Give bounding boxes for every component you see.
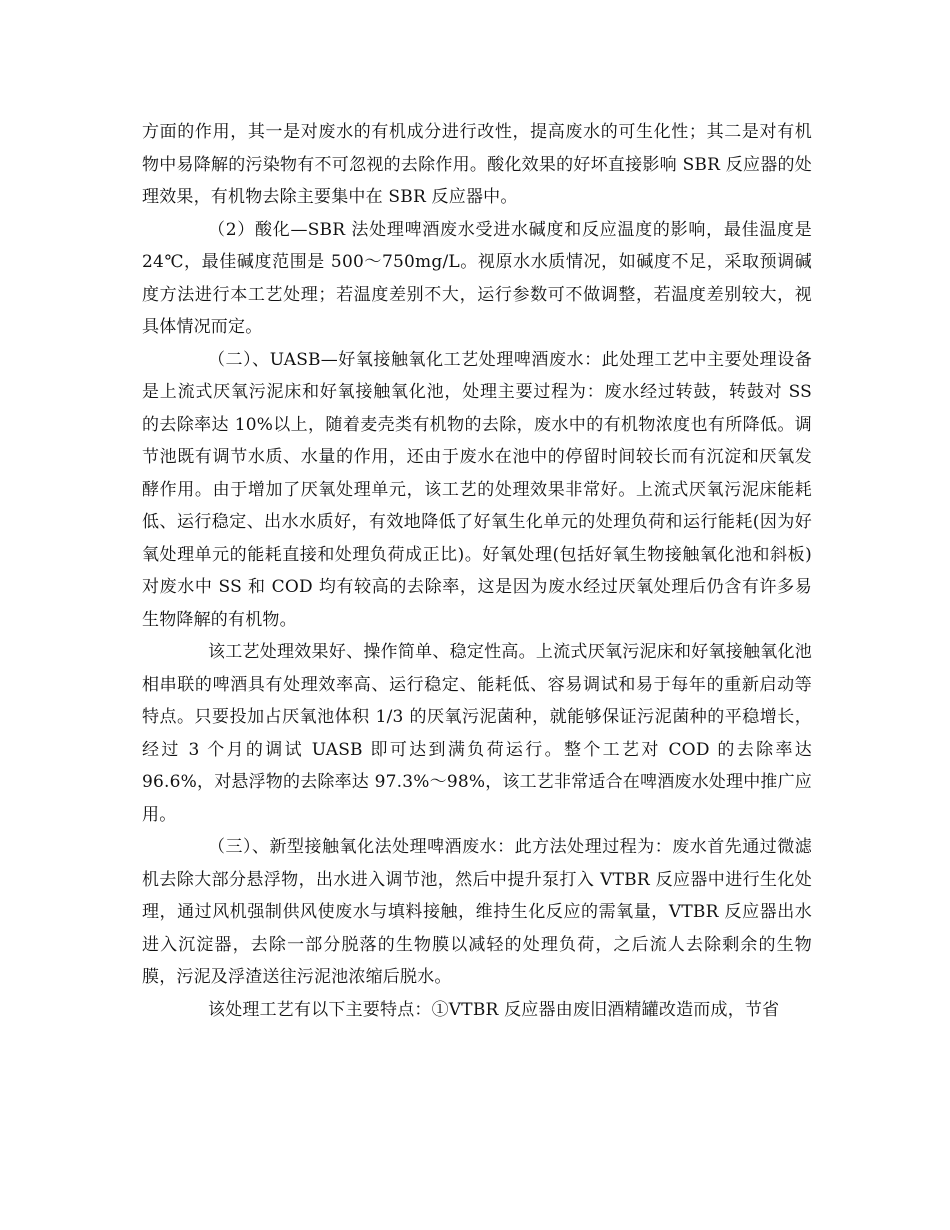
paragraph-continuation: 方面的作用，其一是对废水的有机成分进行改性，提高废水的可生化性；其二是对有机物中易降解的污染物有不可忽视的去除作用。酸化效果的好坏直接影响 SBR 反应器的处理效果，有机物去除主要集中在 SBR 反应器中。	[142, 122, 812, 207]
paragraph-uasb-advantages: 该工艺处理效果好、操作简单、稳定性高。上流式厌氧污泥床和好氧接触氧化池相串联的啤酒具有处理效率高、运行稳定、能耗低、容易调试和易于每年的重新启动等特点。只要投加占厌氧池体积 1/3 的厌氧污泥菌种，就能够保证污泥菌种的平稳增长，经过 3 个月的调试 UASB 即可达到满负荷运行。整个工艺对 COD 的去除率达 96.6%，对悬浮物的去除率达 97.3%～98%，该工艺非常适合在啤酒废水处理中推广应用。	[142, 642, 812, 825]
paragraph-features: 该处理工艺有以下主要特点：①VTBR 反应器由废旧酒精罐改造而成，节省	[208, 999, 780, 1020]
paragraph-acidification-sbr: （2）酸化—SBR 法处理啤酒废水受进水碱度和反应温度的影响，最佳温度是 24℃，最佳碱度范围是 500～750mg/L。视原水水质情况，如碱度不足，采取预调碱度方法进行本工艺处理；若温度差别不大，运行参数可不做调整，若温度差别较大，视具体情况而定。	[142, 219, 812, 337]
paragraph-contact-oxidation: （三）、新型接触氧化法处理啤酒废水：此方法处理过程为：废水首先通过微滤机去除大部分悬浮物，出水进入调节池，然后中提升泵打入 VTBR 反应器中进行生化处理，通过风机强制供风使废水与填料接触，维持生化反应的需氧量，VTBR 反应器出水进入沉淀器，去除一部分脱落的生物膜以减轻的处理负荷，之后流人去除剩余的生物膜，污泥及浮渣送往污泥池浓缩后脱水。	[142, 837, 812, 987]
paragraph-uasb-process: （二）、UASB—好氧接触氧化工艺处理啤酒废水：此处理工艺中主要处理设备是上流式厌氧污泥床和好氧接触氧化池，处理主要过程为：废水经过转鼓，转鼓对 SS 的去除率达 10%以上，随着麦壳类有机物的去除，废水中的有机物浓度也有所降低。调节池既有调节水质、水量的作用，还由于废水在池中的停留时间较长而有沉淀和厌氧发酵作用。由于增加了厌氧处理单元，该工艺的处理效果非常好。上流式厌氧污泥床能耗低、运行稳定、出水水质好，有效地降低了好氧生化单元的处理负荷和运行能耗(因为好氧处理单元的能耗直接和处理负荷成正比)。好氧处理(包括好氧生物接触氧化池和斜板)对废水中 SS 和 COD 均有较高的去除率，这是因为废水经过厌氧处理后仍含有许多易生物降解的有机物。	[142, 349, 812, 630]
document-body	[142, 116, 812, 1026]
